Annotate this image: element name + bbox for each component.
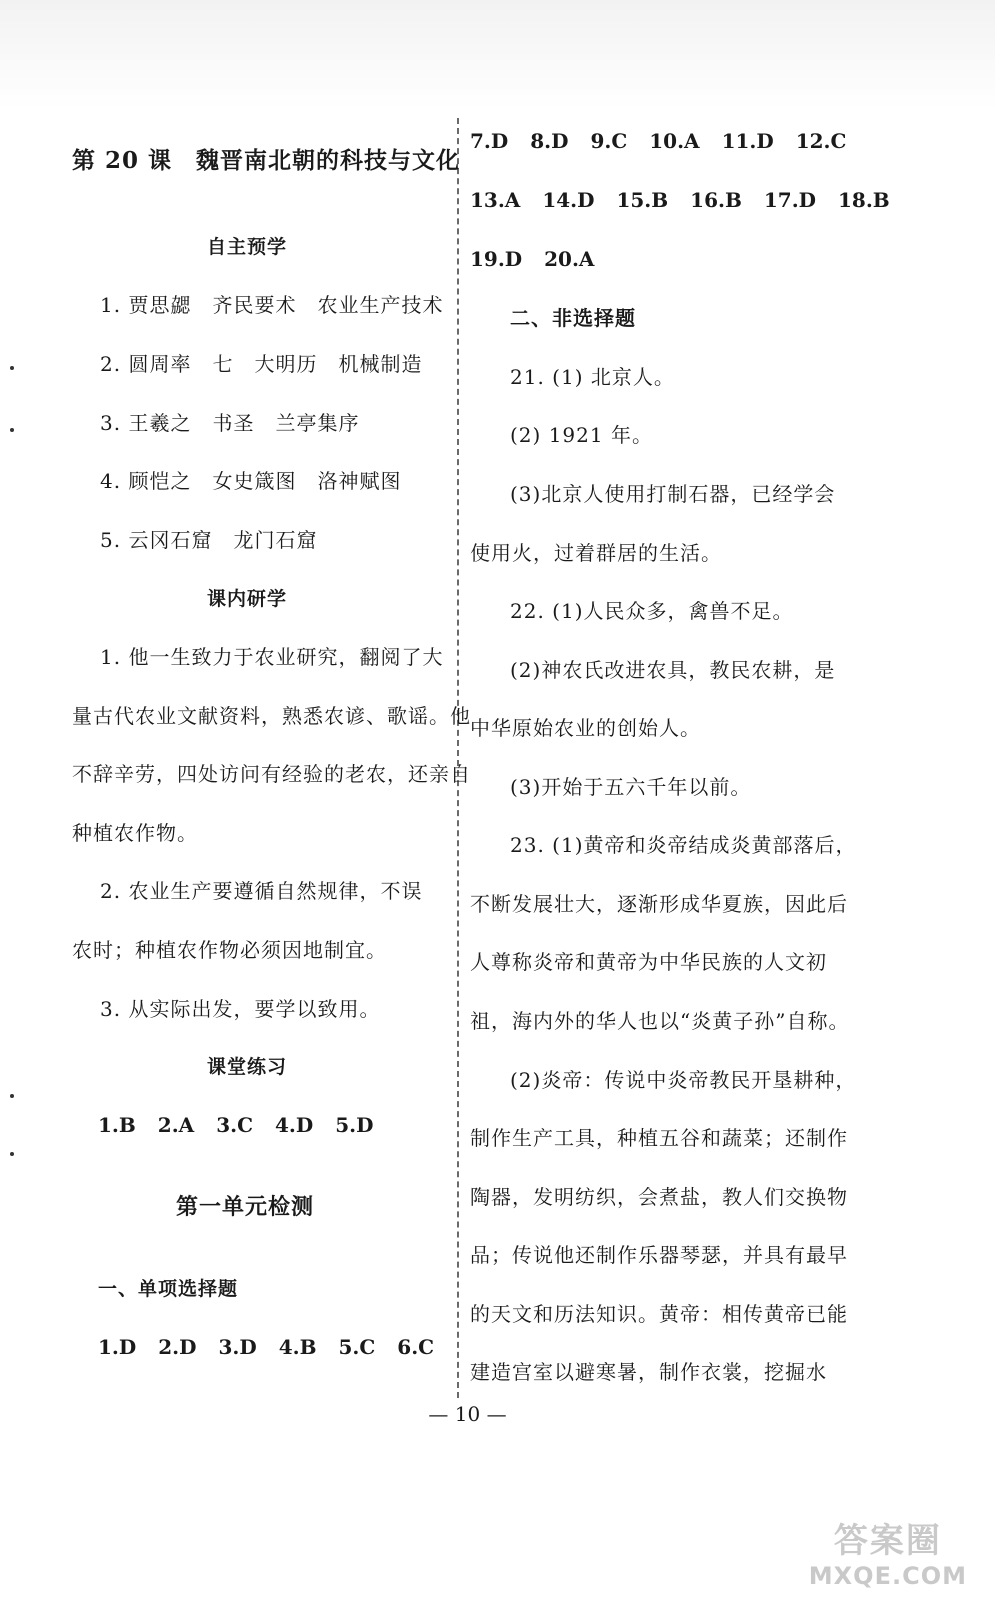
unit-test-title: 第一单元检测 — [176, 1194, 315, 1220]
choice-answer: 19.D — [470, 247, 523, 271]
scan-speck — [10, 1094, 14, 1098]
answer-line: 使用火，过着群居的生活。 — [470, 541, 722, 565]
answer-line: 5. 云冈石窟 龙门石窟 — [100, 528, 318, 552]
choice-answer: 12.C — [795, 129, 847, 153]
choice-answer: 3.D — [218, 1335, 257, 1359]
choice-answer: 10.A — [649, 129, 700, 153]
scan-top-shade — [0, 0, 995, 110]
answer-line: 2. 农业生产要遵循自然规律，不误 — [100, 879, 423, 903]
lesson-title: 第 20 课 魏晋南北朝的科技与文化 — [72, 147, 461, 174]
answer-line: 22. (1)人民众多，禽兽不足。 — [510, 599, 794, 623]
answer-line: (3)北京人使用打制石器，已经学会 — [510, 482, 836, 506]
section-heading-study: 课内研学 — [207, 588, 288, 610]
scan-speck — [10, 1152, 14, 1156]
choice-answers-row — [470, 126, 868, 156]
column-divider — [457, 118, 459, 1398]
choice-answer: 16.B — [690, 188, 742, 212]
answer-line: 建造宫室以避寒暑，制作衣裳，挖掘水 — [470, 1360, 827, 1384]
answer-line: 23. (1)黄帝和炎帝结成炎黄部落后， — [510, 833, 857, 857]
answer-line: 3. 王羲之 书圣 兰亭集序 — [100, 411, 360, 435]
watermark-url: MXQE.COM — [808, 1562, 967, 1590]
choice-answer: 15.B — [616, 188, 669, 212]
answer-line: 陶器，发明纺织，会煮盐，教人们交换物 — [470, 1185, 848, 1209]
answer-line: 中华原始农业的创始人。 — [470, 716, 701, 740]
answer-line: 1. 贾思勰 齐民要术 农业生产技术 — [100, 293, 444, 317]
choice-answer: 1.D — [98, 1335, 137, 1359]
page-number: — 10 — — [428, 1402, 507, 1426]
choice-answer: 13.A — [470, 188, 521, 212]
choice-answer: 2.D — [158, 1335, 197, 1359]
answer-line: (2)神农氏改进农具，教民农耕，是 — [510, 658, 836, 682]
choice-answer: 7.D — [470, 129, 509, 153]
answer-line: 4. 顾恺之 女史箴图 洛神赋图 — [100, 469, 402, 493]
choice-answer: 14.D — [542, 188, 595, 212]
watermark-logo — [809, 1513, 967, 1590]
choice-answer: 9.C — [590, 129, 628, 153]
scan-speck — [10, 428, 14, 432]
section-heading-practice: 课堂练习 — [207, 1056, 288, 1078]
choice-answer: 1.B — [98, 1113, 136, 1137]
choice-answer: 18.B — [838, 188, 890, 212]
section-heading-non-choice: 二、非选择题 — [510, 306, 636, 330]
choice-answer: 11.D — [721, 129, 774, 153]
answer-line: 量古代农业文献资料，熟悉农谚、歌谣。他 — [72, 704, 471, 728]
choice-answer: 8.D — [530, 129, 569, 153]
choice-answers-row — [470, 244, 616, 274]
answer-line: (2) 1921 年。 — [510, 423, 653, 447]
answer-line: (3)开始于五六千年以前。 — [510, 775, 752, 799]
answer-line: 的天文和历法知识。黄帝：相传黄帝已能 — [470, 1302, 848, 1326]
choice-answer: 20.A — [544, 247, 595, 271]
answer-line: (2)炎帝：传说中炎帝教民开垦耕种， — [510, 1068, 857, 1092]
section-heading-preview: 自主预学 — [207, 236, 288, 258]
answer-line: 种植农作物。 — [72, 821, 198, 845]
choice-answers-row — [470, 185, 912, 215]
answer-line: 祖，海内外的华人也以“炎黄子孙”自称。 — [470, 1009, 850, 1033]
choice-answer: 3.C — [216, 1113, 253, 1137]
choice-answer: 2.A — [157, 1113, 195, 1137]
answer-line: 3. 从实际出发，要学以致用。 — [100, 997, 381, 1021]
answer-line: 人尊称炎帝和黄帝为中华民族的人文初 — [470, 950, 827, 974]
answer-line: 品；传说他还制作乐器琴瑟，并具有最早 — [470, 1243, 848, 1267]
section-heading-single-choice: 一、单项选择题 — [98, 1278, 239, 1300]
choice-answer: 6.C — [397, 1335, 435, 1359]
practice-answers — [98, 1110, 395, 1140]
choice-answer: 5.C — [338, 1335, 376, 1359]
choice-answers-row — [98, 1332, 456, 1362]
choice-answer: 4.B — [278, 1335, 317, 1359]
watermark-top-text: 答案圈 — [833, 1521, 942, 1561]
answer-line: 农时；种植农作物必须因地制宜。 — [72, 938, 387, 962]
answer-line: 21. (1) 北京人。 — [510, 365, 675, 389]
answer-line: 2. 圆周率 七 大明历 机械制造 — [100, 352, 423, 376]
choice-answer: 4.D — [275, 1113, 314, 1137]
answer-line: 1. 他一生致力于农业研究，翻阅了大 — [100, 645, 444, 669]
choice-answer: 17.D — [763, 188, 816, 212]
scan-speck — [10, 366, 14, 370]
choice-answer: 5.D — [335, 1113, 374, 1137]
answer-line: 不断发展壮大，逐渐形成华夏族，因此后 — [470, 892, 848, 916]
answer-line: 制作生产工具，种植五谷和蔬菜；还制作 — [470, 1126, 848, 1150]
answer-line: 不辞辛劳，四处访问有经验的老农，还亲自 — [72, 762, 471, 786]
